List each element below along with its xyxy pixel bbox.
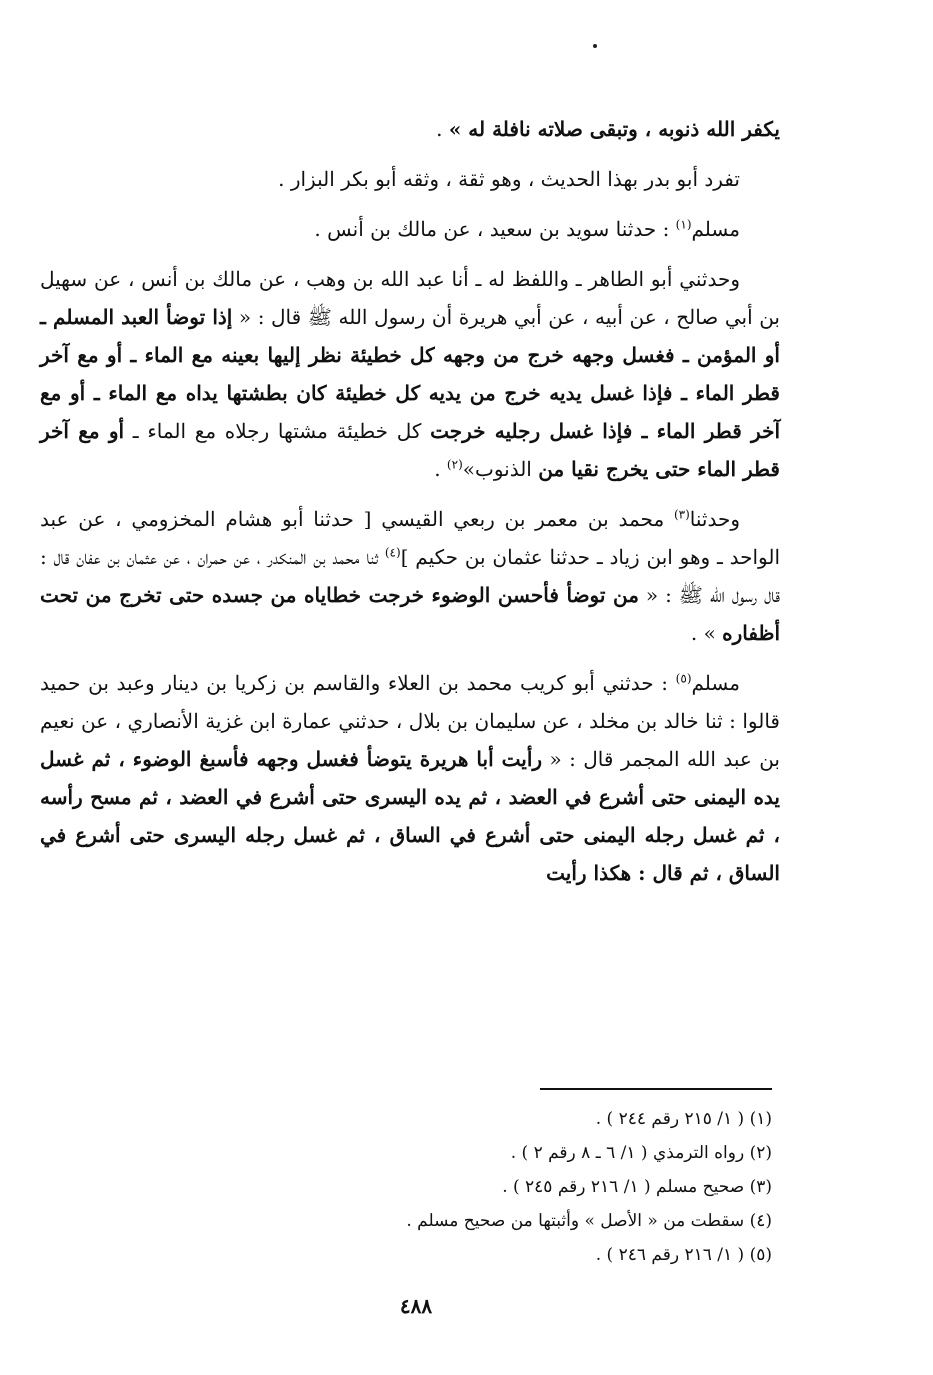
footnote-5: (٥) ( ١/ ٢١٦ رقم ٢٤٦ ) . [595, 1245, 772, 1265]
text: الذنوب» [462, 457, 539, 481]
text: وحدثني أبو الطاهر ـ واللفظ له ـ أنا عبد الله بن وهب ، عن مالك بن أنس ، عن سهيل بن أبي صالح ، عن أبيه ، عن أبي هريرة أن رسول الله ﷺ قال : « [40, 267, 781, 329]
text: : حدثنا سويد بن سعيد ، عن مالك بن أنس . [314, 217, 676, 241]
text: تفرد أبو بدر بهذا الحديث ، وهو ثقة ، وثقه أبو بكر البزار . [278, 167, 740, 191]
paragraph-2 [40, 160, 780, 198]
footnote-2: (٢) رواه الترمذي ( ١/ ٦ ـ ٨ رقم ٢ ) . [510, 1143, 772, 1163]
footnote-ref: (٤) [384, 545, 401, 560]
text: محمد بن معمر بن ربعي القيسي [ حدثنا أبو هشام المخزومي ، عن عبد الواحد ـ وهو ابن زياد ـ حدثنا عثمان بن حكيم ] [40, 507, 780, 569]
footnote-ref: (٣) [673, 507, 690, 522]
footnote-ref: (١) [675, 217, 692, 232]
footnote-1: (١) ( ١/ ٢١٥ رقم ٢٤٤ ) . [595, 1109, 772, 1129]
footnote-4: (٤) سقطت من « الأصل » وأثبتها من صحيح مسلم . [406, 1211, 772, 1231]
scan-speck [593, 44, 597, 48]
bold-text: رأيت أبا هريرة يتوضأ فغسل وجهه فأسبغ الوضوء ، ثم غسل يده اليمنى حتى أشرع في العضد ، ثم يده اليسرى حتى أشرع في العضد ، ثم مسح رأسه ، ثم غسل رجله اليمنى حتى أشرع في الساق ، ثم غسل رجله اليسرى حتى أشرع في الساق ، ثم قال : هكذا رأيت [40, 747, 780, 885]
text: مسلم [691, 671, 740, 695]
text: ثنا محمد بن المنكدر ، عن حمران ، عن عثمان بن عفان قال : قال رسول الله ﷺ : « [40, 545, 780, 607]
text: . [434, 457, 447, 481]
text: . [436, 117, 449, 141]
footnote-ref: (٥) [675, 671, 692, 686]
text: وحدثنا [689, 507, 740, 531]
footnote-ref: (٢) [446, 457, 463, 472]
text: مسلم [691, 217, 740, 241]
bold-text: من توضأ فأحسن الوضوء خرجت خطاياه من جسده حتى تخرج من تحت أظفاره [40, 583, 780, 645]
paragraph-3 [40, 210, 780, 248]
paragraph-5 [40, 500, 780, 652]
bold-text: أو مع آخر قطر الماء حتى يخرج نقيا من [40, 419, 780, 481]
text: » . [690, 621, 723, 645]
page-body [40, 110, 780, 904]
paragraph-6 [40, 664, 780, 892]
paragraph-1 [40, 110, 780, 148]
page-number: ٤٨٨ [399, 1294, 433, 1318]
bold-text: يكفر الله ذنوبه ، وتبقى صلاته نافلة له » [448, 117, 780, 141]
text: كل خطيئة مشتها رجلاه مع الماء ـ [124, 419, 431, 443]
footnotes [40, 1102, 772, 1272]
bold-text: إذا توضأ العبد المسلم ـ أو المؤمن ـ فغسل وجهه خرج من وجهه كل خطيئة نظر إليها بعينه مع الماء ـ أو مع آخر قطر الماء ـ فإذا غسل يديه خرج من يديه كل خطيئة كان بطشتها يداه مع الماء ـ أو مع آخر قطر الماء ـ فإذا غسل رجليه خرجت [40, 305, 780, 443]
paragraph-4 [40, 260, 780, 488]
footnote-3: (٣) صحيح مسلم ( ١/ ٢١٦ رقم ٢٤٥ ) . [502, 1177, 772, 1197]
footnote-divider [540, 1088, 772, 1090]
text: : حدثني أبو كريب محمد بن العلاء والقاسم بن زكريا بن دينار وعبد بن حميد قالوا : ثنا خالد بن مخلد ، عن سليمان بن بلال ، حدثني عمارة ابن غزية الأنصاري ، عن نعيم بن عبد الله المجمر قال : « [40, 671, 780, 771]
